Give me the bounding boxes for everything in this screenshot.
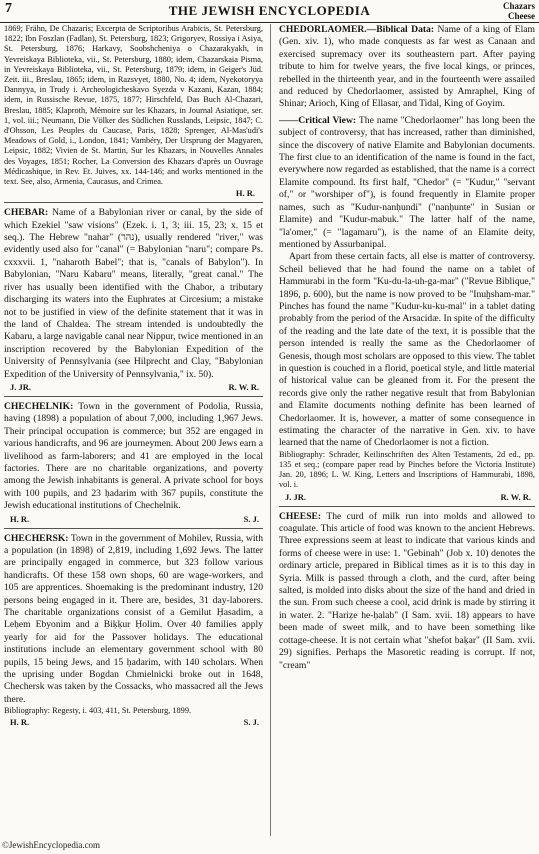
signature-right: R. W. R. [500, 491, 531, 502]
entry-chechersk [4, 533, 263, 707]
signature-right: S. J. [243, 513, 259, 524]
entry-heading: CHECHERSK: [4, 532, 69, 544]
running-head-bottom: Cheese [508, 11, 535, 21]
entry-heading: CHEBAR: [4, 207, 49, 219]
divider [4, 202, 263, 203]
divider [4, 396, 263, 397]
entry-bibliography: Bibliography: Schrader, Keilinschriften des Alten Testaments, 2d ed., pp. 135 et seq.; (compare paper read by Pinches before the Victoria Institute) Jan. 20, 1896; L. W. King, Letters and Inscriptions of Hammurabi, 1898, vol. i. [279, 449, 535, 490]
entry-chechelnik [4, 401, 263, 513]
entry-text: Name of a king of Elam (Gen. xiv. 1), who made conquests as far west as Canaan and exercised supremacy over its southeastern part. After paying tribute to him for twelve years, the five local kings, or princes, rebelled in the thirteenth year, and in the fourteenth were assailed and reduced by Chedorlaomer, assisted by Amraphel, King of Shinar; Arioch, King of Ellasar, and Tidal, King of Goyim. [279, 24, 535, 110]
signature-left: J. JR. [10, 381, 32, 392]
signature-left: J. JR. [285, 491, 307, 502]
entry-chebar [4, 207, 263, 381]
journal-title: THE JEWISH ENCYCLOPEDIA [168, 3, 371, 18]
entry-text: Town in the government of Mohilev, Russia, with a population (in 1898) of 2,819, including 1,692 Jews. The latter are principally engaged in commerce, but 323 follow various handicrafts. Of these 158 own shops, 60 are wage-workers, and 105 are apprentices. Shoemaking is the predominant industry, 120 persons being engaged in it. There are, besides, 31 day-laborers. The charitable organizations consist of a Gemilut Ḥasadim, a Leḥem Ebyonim and a Biḳḳur Ḥolim. Over 40 families apply yearly for aid for the Passover holidays. The educational institutions include an elementary government school with 80 pupils, 15 being Jews, and 15 ḥadarim, with 140 scholars. When the uprising under Bogdan Chmielnicki broke out in 1648, Chechersk was taken by the Cossacks, who massacred all the Jews there. [4, 532, 263, 705]
entry-paragraph: Apart from these certain facts, all else is matter of controversy. Scheil believed that he had found the name on a tablet of Hammurabi in the form "Ku-du-la-uh-ga-mar" ("Revue Biblique," 1896, p. 600), but the name is now proved to be "Inuḫsham-mar." Pinches has found the name "Kudur-ku-ku-mal" in a tablet dating probably from the period of the Arsacidæ. In spite of the difficulty of the reading and the late date of the text, it is possible that the person intended is really the same as the Chedorlaomer of Genesis, though most scholars are opposed to this view. The tablet in question is couched in a florid, poetical style, and little material of historical value can be gleaned from it. For the present the records give only the rather negative result that from Babylonian and Elamite documents nothing definite has been learned of Chedorlaomer. It is, however, a matter of some consequence in estimating the character of the narrative in Gen. xiv. to have learned that the name of Chedorlaomer is not a fiction. [279, 251, 535, 449]
divider [279, 506, 535, 507]
running-head-top: Chazars [503, 1, 535, 11]
entry-heading: ——Critical View: [279, 114, 357, 126]
copyright-footer: ©JewishEncyclopedia.com [2, 840, 101, 850]
entry-cheese [279, 511, 535, 672]
page-header [0, 0, 539, 23]
entry-text: Name of a Babylonian river or canal, by the side of which Ezekiel "saw visions" (Ezek. i. 1, 3; iii. 15, 23; x. 15 et seq.). The Hebrew "nahar" (נהר), usually rendered "river," was evidently used also for "canal" (= Babylonian "naru"; compare Ps. cxxxvii. 1, "naharoth Babel"; that is, "canals of Babylon"). In Babylonian, "Naru Kabaru" means, literally, "great canal." The river has usually been identified with the Chabor, a tributary discharging its waters into the Euphrates at Circesium; a mistake not to be justified in view of the definite statement that it was in the land of Chaldea. The stream intended is undoubtedly the Kabaru, a large navigable canal near Nippur, twice mentioned in an inscription recovered by the Babylonian Expedition of the University of Pennsylvania (see Hilprecht and Clay, "Babylonian Expedition of the University of Pennsylvania," ix. 50). [4, 207, 263, 380]
page-number: 7 [5, 1, 12, 16]
signature [4, 187, 263, 199]
signature [4, 513, 263, 525]
signature-initials: H. R. [235, 188, 255, 199]
running-head [503, 1, 535, 21]
signature [4, 381, 263, 393]
entry-text: The curd of milk run into molds and allowed to coagulate. This article of food was known to the ancient Hebrews. Three expressions seem at least to indicate that various kinds and forms of cheese were in use: 1. "Gebinah" (Job x. 10) denotes the ordinary article, prepared in Biblical times as it is to this day in Syria. Milk is passed through a cloth, and the curd, after being salted, is molded into disks about the size of the hand and dried in the sun. From such cheese a cool, acid drink is made by stirring it in water. 2. "Hariẓe he-ḥalab" (I Sam. xvii. 18) appears to have been made of sweet milk, and to have been something like cottage-cheese. It is not certain what "shefot baḳar" (II Sam. xvii. 29) signifies. Perhaps the Masoretic reading is corrupt. If not, "cream" [279, 510, 536, 671]
entry-text: Town in the government of Podolia, Russia, having (1898) a population of about 7,000, including 1,967 Jews. Their principal occupation is commerce; but 352 are engaged in various handicrafts, and 96 are journeymen. About 200 Jews earn a livelihood as farm-laborers; and 41 are employed in the local factories. There are no charitable organizations, and poverty among the Jewish inhabitants is general. A private school for boys with 100 pupils, and 23 ḥadarim with 367 pupils, constitute the Jewish educational institutions of Chechelnik. [4, 400, 263, 512]
entry-heading: CHEESE: [279, 510, 322, 522]
entry-bibliography: Bibliography: Regesty, i. 403, 411, St. Petersburg, 1899. [4, 706, 192, 716]
column-divider [270, 24, 271, 836]
entry-chedorlaomer [279, 24, 535, 111]
signature-right: R. W. R. [228, 381, 259, 392]
left-column [4, 24, 263, 728]
signature [279, 491, 535, 503]
signature [4, 716, 263, 728]
signature-right: S. J. [243, 717, 259, 728]
entry-heading: CHEDORLAOMER.—Biblical Data: [279, 24, 435, 35]
signature-left: H. R. [10, 513, 30, 524]
entry-heading: CHECHELNIK: [4, 400, 74, 412]
entry-text: The name "Chedorlaomer" has long been the subject of controversy, that has increased, rather than diminished, since the discovery of native Elamite and Babylonian documents. The first clue to an identification of the name is found in the fact, everywhere now regarded as established, that the name is a correct Elamite compound. Its first half, "Chedor" (= "Kudur," "servant of," or "worshiper of"), is found frequently in Elamite proper names, such as "Kudur-nanḥundi" ("nanḥunte" in Susian or Elamite) and "Kudur-mabuk." The latter half of the name, "la'omer," (= "lagamaru"), is the name of an Elamite deity, mentioned by Assurbanipal. [279, 114, 536, 250]
divider [4, 528, 263, 529]
right-column [279, 24, 535, 672]
chazars-bibliography: 1869; Frähn, De Chazaris; Excerpta de Scriptoribus Arabicis, St. Petersburg, 1822; Ibn Foszlan (Fadlan), St. Petersburg, 1823; Grigoryev, Rossiya i Asiya, St. Petersburg, 1876; Harkavy, Soobshcheniya o Chazarakyakh, in Yevreiskaya Biblioteka, vii., St. Petersburg, 1880; idem, Chazarskaia Pisma, in Yevreiskaya Biblioteka, vii., St. Petersburg, 1879; idem, in Geiger's Jüd. Zeit. iii., Breslau, 1865; idem, in Razsvyet, 1880, No. 4; idem, Nyekotoryya Dannyya, in Trudy i. Archeologicheskavo Syezda v Kazani, Kazan, 1884; idem, in Russische Revue, 1875, 1877; Hirschfeld, Das Buch Al-Chazari, Breslau, 1885; Klaproth, Mémoire sur les Khazars, in Journal Asiatique, ser. 1, vol. iii.; Neumann, Die Völker des Südlichen Russlands, Leipsic, 1847; C. d'Ohsson, Les Peuples du Caucase, Paris, 1828; Sprenger, Al-Mas'udi's Meadows of Gold, i., London, 1841; Vambéry, Der Ursprung der Magyaren, Leipsic, 1882; Vivien de St. Martin, Sur les Khazars, in Nouvelles Annales des Voyages, 1851; Rocher, La Conversion des Khazars d'après un Ouvrage Médicashique, in Rev. Et. Juives, xx. 144-146; and works mentioned in the text. See, also, Armenia, Caucasus, and Crimea. [4, 24, 263, 187]
entry-critical-view [279, 115, 535, 251]
signature-left: H. R. [10, 717, 30, 728]
